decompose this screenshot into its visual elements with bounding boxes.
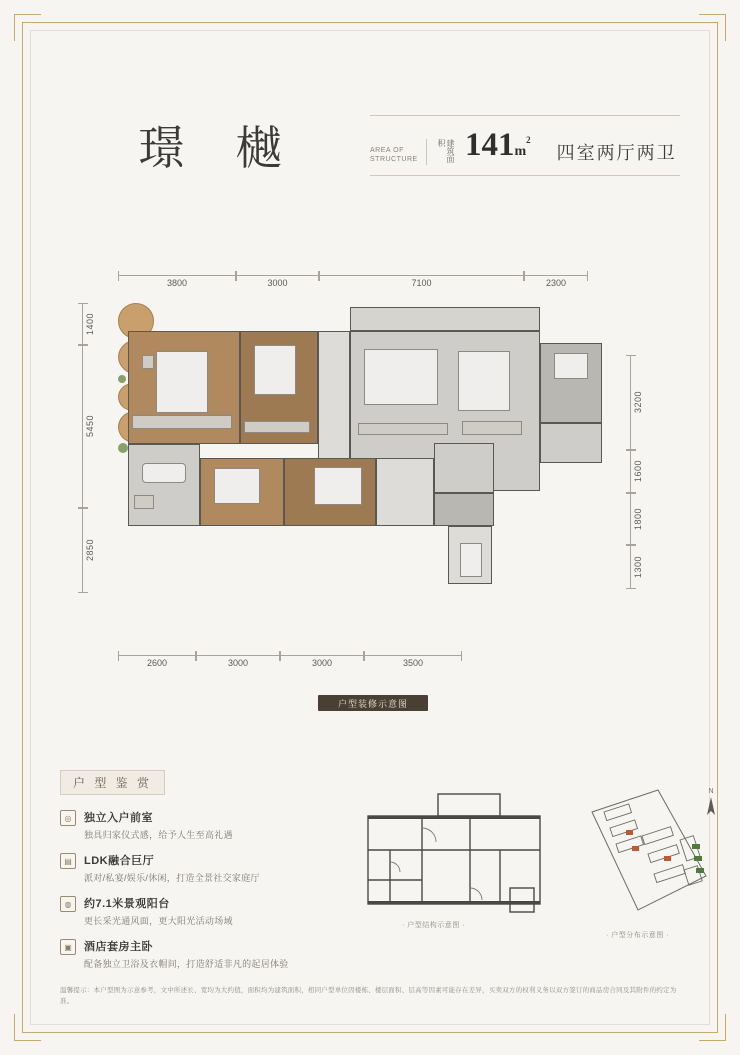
dimensions-left: [82, 303, 96, 633]
page-title: 璟 樾: [138, 123, 302, 174]
divider-bottom: [370, 175, 680, 176]
dim-top-3: 2300: [524, 275, 588, 287]
dim-right-2: [630, 493, 644, 545]
dim-right-3: [630, 545, 644, 589]
area-label-cn: 建筑面积: [437, 138, 455, 163]
living-icon: ▤: [60, 853, 76, 869]
balcony-icon: ◍: [60, 896, 76, 912]
room-entry-foyer: [376, 458, 434, 526]
list-item: [60, 938, 680, 970]
dim-right-0-text: 3200: [632, 391, 643, 414]
furniture-sink: [134, 495, 154, 509]
furniture-bed-1: [156, 351, 208, 413]
dim-right-2-text: 1800: [632, 507, 643, 531]
dim-right-3-text: 1300: [632, 555, 643, 579]
room-storage: [434, 493, 494, 526]
corner-ornament-top-left: [14, 14, 41, 41]
feature-title: 约7.1米景观阳台: [84, 898, 170, 910]
dim-bottom-0: 2600: [118, 655, 196, 667]
area-unit: m: [514, 143, 527, 159]
room-utility: [434, 443, 494, 493]
mini-plan-svg: [360, 788, 550, 918]
layout-description: 四室两厅两卫: [556, 142, 677, 163]
corner-ornament-bottom-right: [699, 1014, 726, 1041]
dim-left-1-text: 5450: [84, 415, 95, 438]
dim-left-0: [82, 303, 96, 345]
dim-top-1: 3000: [236, 275, 319, 287]
feature-title: 酒店套房主卧: [84, 941, 153, 953]
floor-plan-section: [60, 255, 680, 725]
dim-left-2: [82, 508, 96, 593]
dim-right-1-text: 1600: [632, 460, 643, 483]
corner-ornament-top-right: [699, 14, 726, 41]
dim-right-0: [630, 355, 644, 450]
site-plan: [580, 784, 730, 939]
furniture-bed-3: [214, 468, 260, 504]
header-info: [360, 115, 680, 176]
features-section: [60, 770, 714, 970]
elevator-door: [460, 543, 482, 577]
disclaimer-text: 温馨提示：本户型图为示意参考，文中所述长、宽均为大约值，面积均为建筑面积，相同户型单位因楼栋、楼层面积、层高等因素可能存在差异，买卖双方的权利义务以双方签订的商品房合同及其附件的约定为准。: [60, 987, 677, 1005]
entry-icon: ◎: [60, 810, 76, 826]
furniture-sofa: [364, 349, 438, 405]
balcony-north: [350, 307, 540, 331]
plant-living-1: [118, 375, 126, 383]
divider-vertical: [426, 139, 427, 165]
site-plan-caption: · 户型分布示意图 ·: [606, 932, 670, 939]
dim-left-2-text: 2850: [84, 539, 95, 562]
furniture-kitchen-counter: [462, 421, 522, 435]
dim-top-0: 3800: [118, 275, 236, 287]
area-row: [370, 116, 680, 175]
area-value: [465, 125, 531, 167]
dimensions-right: [630, 355, 644, 595]
compass-icon: [700, 788, 722, 822]
area-number: 141: [465, 126, 515, 163]
furniture-bed-2: [254, 345, 296, 395]
floor-plan-drawing: [118, 303, 588, 633]
header: [60, 100, 680, 190]
corner-ornament-bottom-left: [14, 1014, 41, 1041]
furniture-bed-right: [554, 353, 588, 379]
mini-plan-caption: · 户型结构示意图 ·: [402, 922, 466, 929]
furniture-dining-table: [458, 351, 510, 411]
furniture-wardrobe-1: [132, 415, 232, 429]
furniture-bed-4: [314, 467, 362, 505]
feature-desc: 派对/私宴/娱乐/休闲，打造全景社交家庭厅: [84, 873, 260, 883]
dim-top-2: 7100: [319, 275, 524, 287]
dim-bottom-2: 3000: [280, 655, 364, 667]
furniture-desk-1: [244, 421, 310, 433]
dim-left-0-text: 1400: [84, 312, 95, 336]
room-bathroom-left: [128, 444, 200, 526]
furniture-tv-cabinet: [358, 423, 448, 435]
plant-entry: [118, 443, 128, 453]
feature-desc: 配备独立卫浴及衣帽间，打造舒适非凡的起居体验: [84, 959, 289, 969]
room-bathroom-right: [540, 423, 602, 463]
area-unit-sup: 2: [526, 134, 531, 145]
plan-caption-badge: 户型装修示意图: [318, 695, 428, 711]
compass-needle-icon: [701, 795, 721, 819]
furniture-bathtub: [142, 463, 186, 483]
area-of-structure-label: AREA OF STRUCTURE: [370, 146, 418, 163]
title-block: [60, 112, 360, 178]
dimensions-bottom: [118, 655, 468, 667]
feature-title: LDK融合巨厅: [84, 855, 155, 867]
dim-right-1: [630, 450, 644, 493]
dim-left-1: [82, 345, 96, 508]
features-title: [60, 770, 165, 795]
dimensions-top: [118, 275, 588, 287]
compass-north-label: N: [708, 788, 714, 795]
feature-desc: 独具归家仪式感，给予人生至高礼遇: [84, 830, 233, 840]
feature-desc: 更长采光通风面，更大阳光活动场域: [84, 916, 233, 926]
suite-icon: ▣: [60, 939, 76, 955]
features-title-text: 户 型 鉴 赏: [73, 776, 153, 790]
furniture-nightstand-1: [142, 355, 154, 369]
mini-structure-plan: [360, 788, 550, 928]
dim-bottom-3: 3500: [364, 655, 462, 667]
feature-title: 独立入户前室: [84, 812, 153, 824]
dim-bottom-1: 3000: [196, 655, 280, 667]
